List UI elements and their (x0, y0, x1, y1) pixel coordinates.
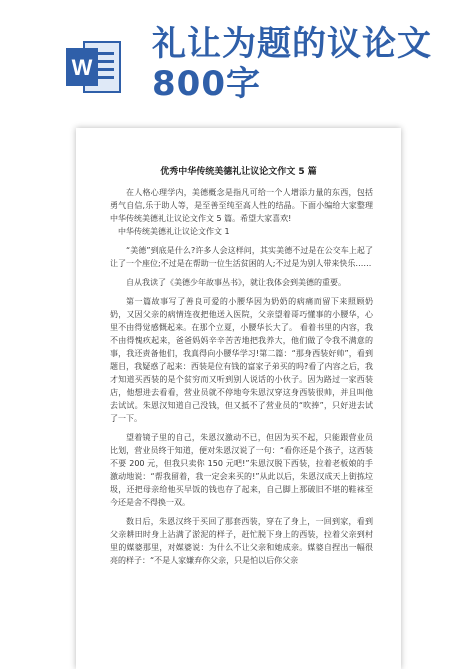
document-title: 优秀中华传统美德礼让议论文作文 5 篇 (160, 167, 317, 177)
word-document-icon (62, 36, 124, 98)
essay-subtitle: 中华传统美德礼让议论文作文 1 (118, 227, 230, 236)
word-icon-letter: W (71, 55, 93, 80)
body-paragraph: 第一篇故事写了善良可爱的小腰华因为奶奶的病痛而留下来照顾奶奶，又因父亲的病情连夜把他送入医院，父亲望着哥巧懂事的小腰华，心里不由得觉感慨起来。在那个立夏，小腰华长大了。 看着书里的内容，我不由得愧疚起来，爸爸妈妈辛辛苦苦地把我养大，他们做了令我不满意的事，我还责备他们，我真得向小腰华学习!第二篇：“那身西装好帅”，看到题目，我疑惑了起来：西装是位有钱的富家子弟买的吗?看了内容之后，我才知道买西装的是个贫穷而又听到别人说话的小伙子。因为路过一家西装店，他想进去看看，营业员就不停地夸朱恩汉穿这身西装很帅，并且叫他去试试。朱恩汉知道自己没钱，但又抵不了营业员的“吹捧”，只好进去试了一下。 (110, 297, 373, 423)
document-page-preview (76, 128, 401, 669)
body-paragraph: 自从我读了《美德少年故事丛书》，就让我体会到美德的重要。 (126, 278, 346, 287)
page-header-banner (0, 0, 474, 118)
page-title (152, 24, 432, 104)
intro-paragraph: 在人格心理学内，美德概念是指凡可给一个人增添力量的东西，包括勇气自信,乐于助人等，是至善至纯至高人性的结晶。下面小编给大家整理中华传统美德礼让议论文作文 5 篇。希望大家喜欢! (110, 188, 373, 223)
body-paragraph: 数日后，朱恩汉终于买回了那套西装，穿在了身上，一回到家，看到父亲耕田时身上沾满了淤泥的样子，赶忙脱下身上的西装，拉着父亲到村里的媒婆那里，对媒婆说：为什么不让父亲和她成亲。媒婆自捏出一幅很亮的样子：“不是人家嫌弃你父亲，只是怕以后你父亲 (110, 517, 373, 565)
document-body (110, 186, 373, 567)
body-paragraph: 望着镜子里的自己，朱恩汉激动不已，但因为买不起，只能跟营业员比划，营业员终于知道，便对朱恩汉说了一句：“看你还是个孩子，这西装不要 200 元，但我只卖你 150 元吧!”朱恩汉脱下西装，拉着老板娘的手激动地说：“帮我留着，我一定会来买的!”从此以后，朱恩汉成天上街拣垃圾，还把母亲给他买早饭的钱也存了起来，自己脚上那破旧不堪的鞋袜至今还是舍不得换一双。 (110, 433, 373, 507)
body-paragraph: “美德”到底是什么?许多人会这样问，其实美德不过是在公交车上起了让了一个座位;不过是在帮助一位生活贫困的人;不过是为别人带来快乐…… (110, 246, 373, 268)
page-title-line-2: 800字 (152, 64, 261, 104)
page-title-line-1: 礼让为题的议论文 (152, 24, 432, 64)
